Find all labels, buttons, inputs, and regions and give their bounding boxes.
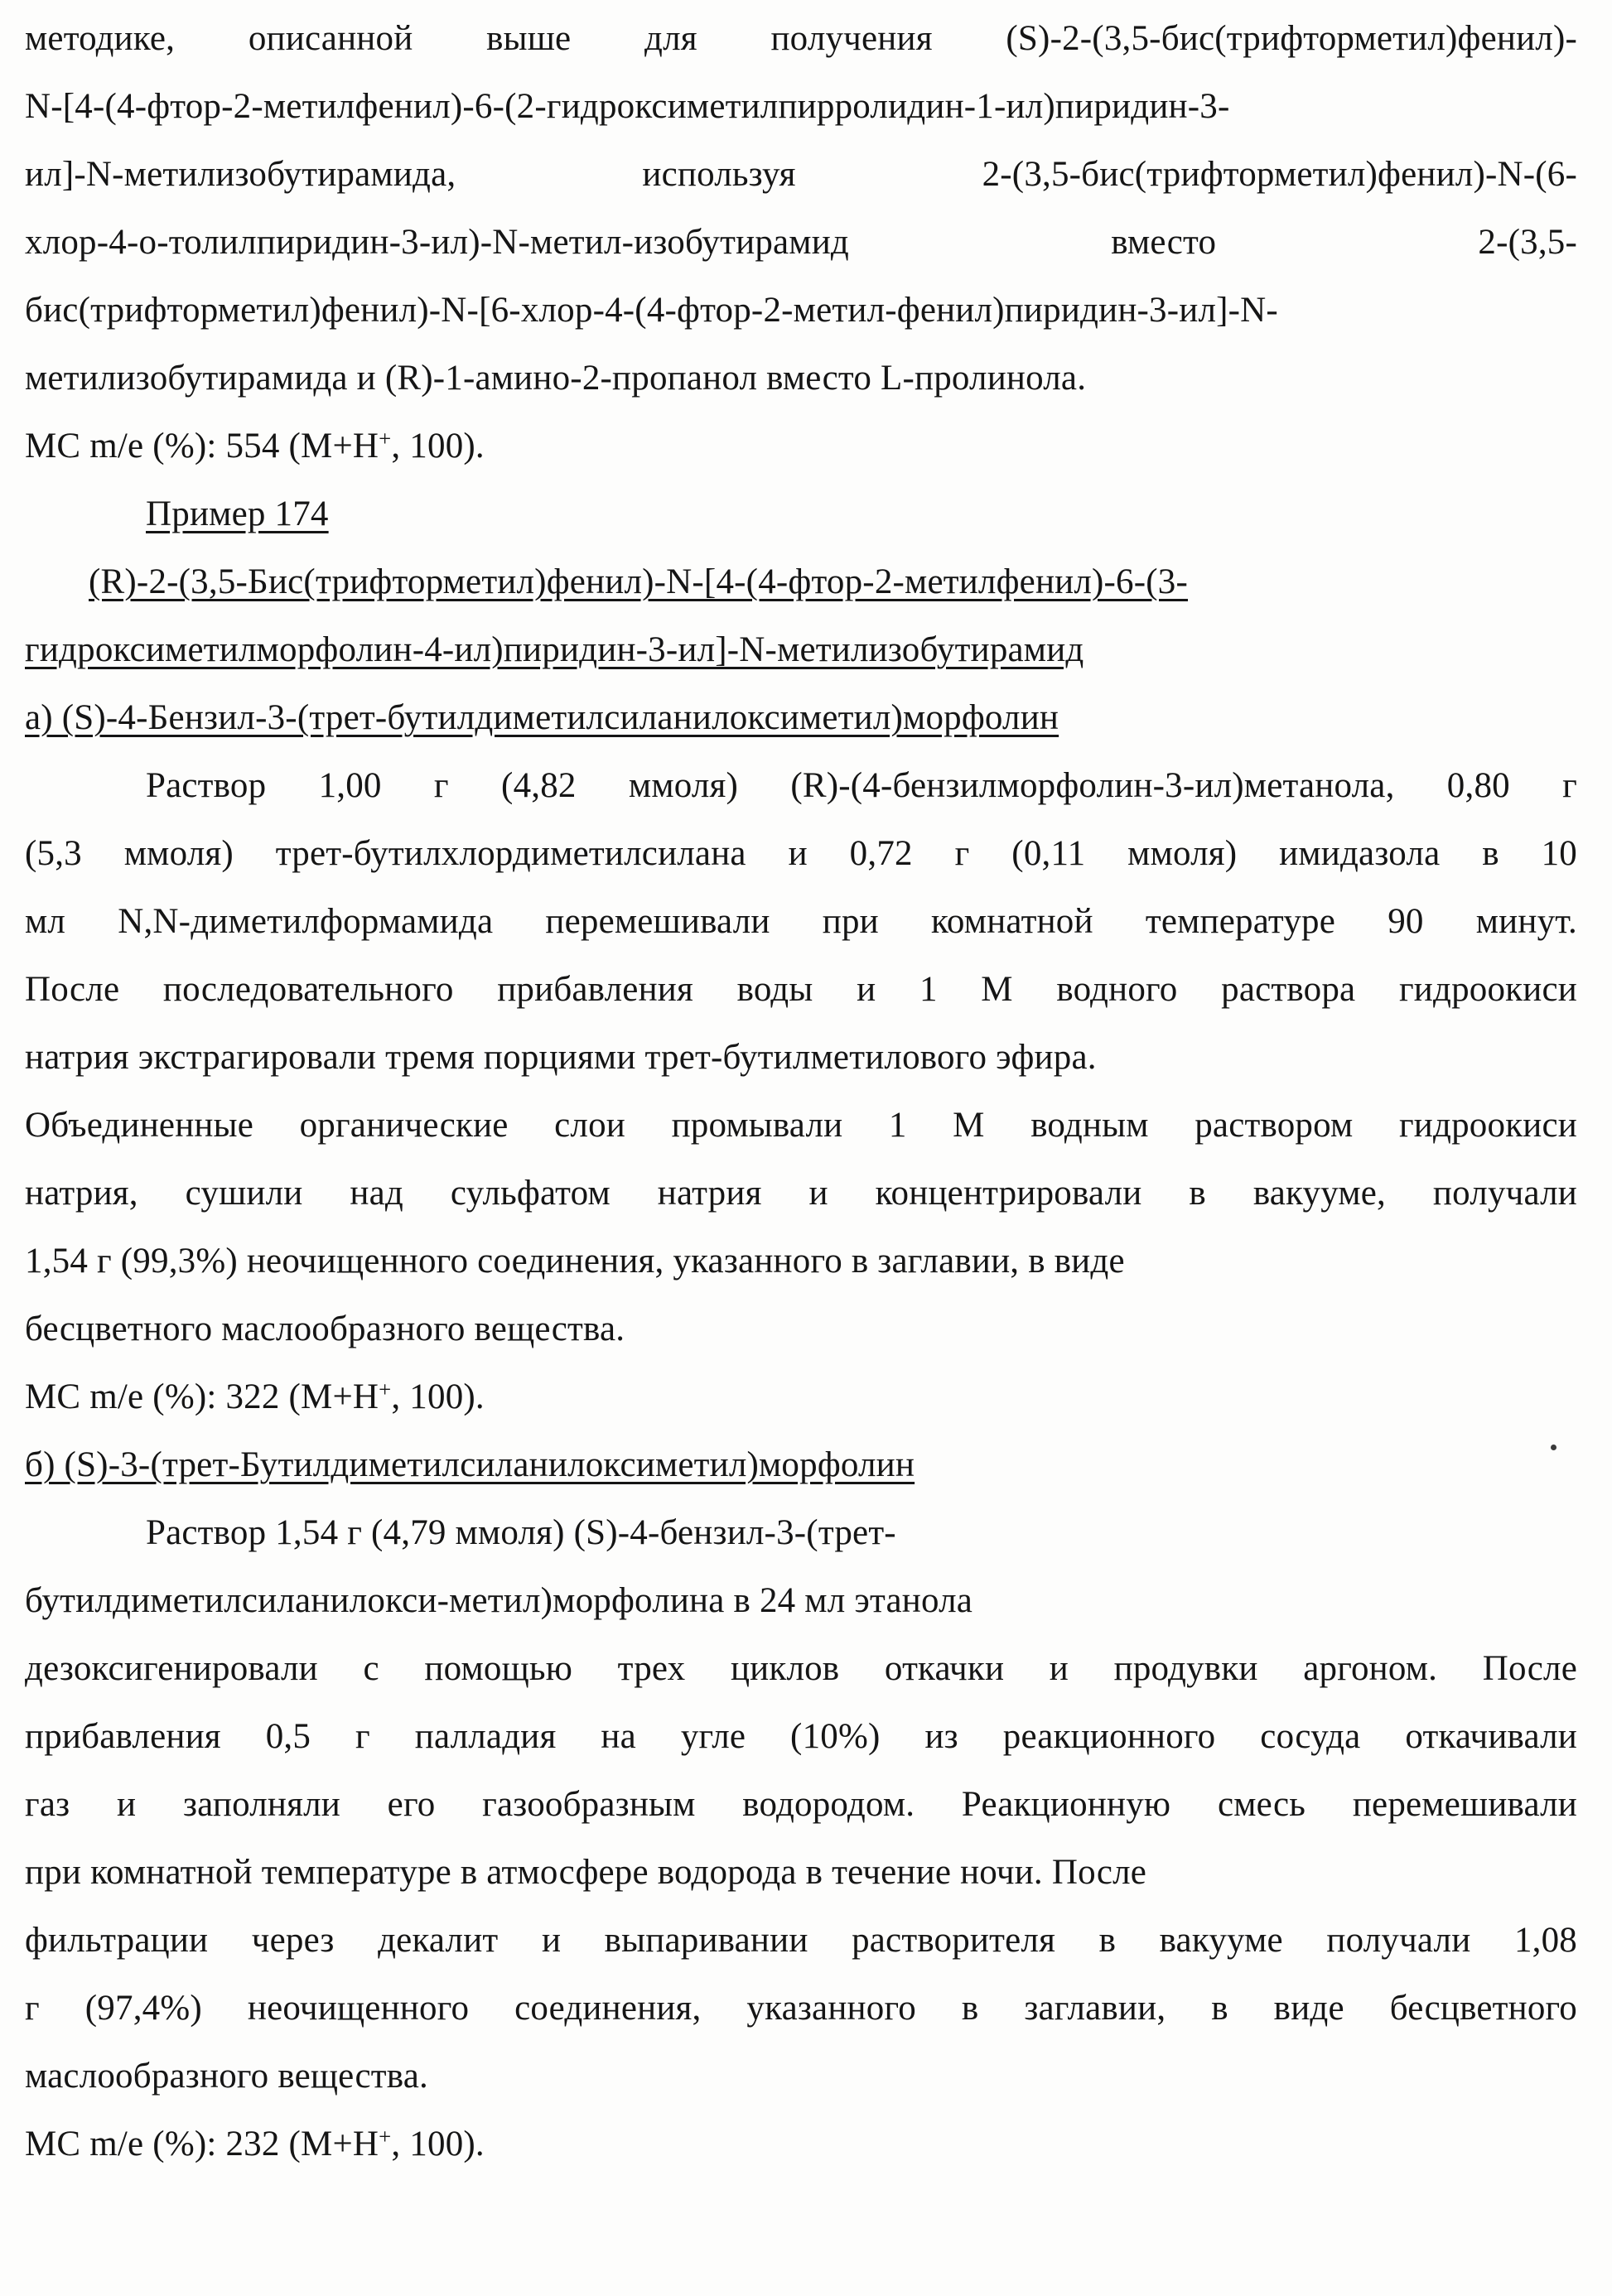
text-line: мл N,N-диметилформамида перемешивали при комнатной температуре 90 минут. [25, 902, 1577, 941]
text-line: бесцветного маслообразного вещества. [25, 1310, 625, 1348]
text-line: метилизобутирамида и (R)-1-амино-2-пропанол вместо L-пролинола. [25, 359, 1087, 398]
text-line: Объединенные органические слои промывали 1 М водным раствором гидроокиси [25, 1106, 1577, 1145]
step-heading: б) (S)-3-(трет-Бутилдиметилсиланилоксиметил)морфолин [25, 1445, 915, 1484]
text-line: бутилдиметилсиланилокси-метил)морфолина в 24 мл этанола [25, 1581, 973, 1620]
compound-title-line: гидроксиметилморфолин-4-ил)пиридин-3-ил]-N-метилизобутирамид [25, 630, 1084, 669]
step-heading: а) (S)-4-Бензил-3-(трет-бутилдиметилсиланилоксиметил)морфолин [25, 698, 1059, 737]
text-line: газ и заполняли его газообразным водородом. Реакционную смесь перемешивали [25, 1785, 1577, 1824]
text-line: N-[4-(4-фтор-2-метилфенил)-6-(2-гидроксиметилпирролидин-1-ил)пиридин-3- [25, 87, 1230, 126]
text-segment: МС m/e (%): 322 (M+H [25, 1377, 379, 1416]
text-line: прибавления 0,5 г палладия на угле (10%) из реакционного сосуда откачивали [25, 1717, 1577, 1756]
text-line: Раствор 1,54 г (4,79 ммоля) (S)-4-бензил-3-(трет- [146, 1513, 896, 1552]
compound-title-line: (R)-2-(3,5-Бис(трифторметил)фенил)-N-[4-(4-фтор-2-метилфенил)-6-(3- [89, 562, 1189, 601]
superscript-charge: + [379, 2124, 392, 2149]
text-segment: , 100). [391, 1377, 485, 1416]
text-segment: МС m/e (%): 232 (M+H [25, 2125, 379, 2163]
text-line: натрия, сушили над сульфатом натрия и концентрировали в вакууме, получали [25, 1174, 1577, 1213]
text-line: ил]-N-метилизобутирамида, используя 2-(3,5-бис(трифторметил)фенил)-N-(6- [25, 155, 1577, 194]
text-line: методике, описанной выше для получения (S)-2-(3,5-бис(трифторметил)фенил)- [25, 19, 1577, 58]
text-line: бис(трифторметил)фенил)-N-[6-хлор-4-(4-фтор-2-метил-фенил)пиридин-3-ил]-N- [25, 291, 1278, 330]
text-segment: МС m/e (%): 554 (M+H [25, 427, 379, 465]
ms-result-line [25, 412, 1577, 480]
text-line: дезоксигенировали с помощью трех циклов откачки и продувки аргоном. После [25, 1649, 1577, 1688]
example-heading: Пример 174 [146, 494, 329, 533]
text-line: натрия экстрагировали тремя порциями трет-бутилметилового эфира. [25, 1038, 1097, 1077]
text-line: (5,3 ммоля) трет-бутилхлордиметилсилана и 0,72 г (0,11 ммоля) имидазола в 10 [25, 834, 1577, 873]
text-line: После последовательного прибавления воды и 1 М водного раствора гидроокиси [25, 970, 1577, 1009]
text-segment: , 100). [391, 2125, 485, 2163]
text-line: при комнатной температуре в атмосфере водорода в течение ночи. После [25, 1853, 1147, 1892]
text-column [25, 5, 1577, 2178]
scan-speck [1551, 1445, 1556, 1450]
text-line: хлор-4-о-толилпиридин-3-ил)-N-метил-изобутирамид вместо 2-(3,5- [25, 223, 1577, 262]
superscript-charge: + [379, 1377, 392, 1401]
text-line: маслообразного вещества. [25, 2057, 428, 2096]
text-line: Раствор 1,00 г (4,82 ммоля) (R)-(4-бензилморфолин-3-ил)метанола, 0,80 г [146, 766, 1577, 805]
text-line: г (97,4%) неочищенного соединения, указанного в заглавии, в виде бесцветного [25, 1989, 1577, 2028]
ms-result-line [25, 1363, 1577, 1431]
text-segment: , 100). [391, 427, 485, 465]
ms-result-line [25, 2110, 1577, 2178]
superscript-charge: + [379, 426, 392, 451]
text-line: 1,54 г (99,3%) неочищенного соединения, указанного в заглавии, в виде [25, 1242, 1125, 1281]
text-line: фильтрации через декалит и выпаривании растворителя в вакууме получали 1,08 [25, 1921, 1577, 1960]
